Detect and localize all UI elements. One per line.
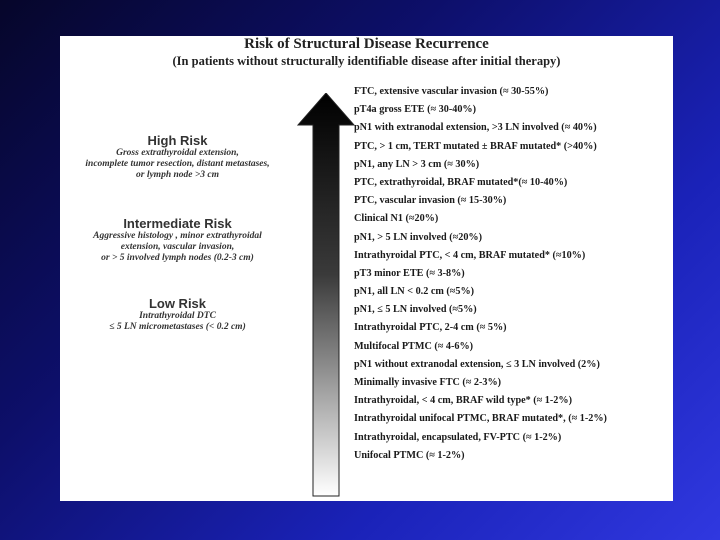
category-name: Intermediate Risk xyxy=(123,216,232,231)
list-item: Intrathyroidal, < 4 cm, BRAF wild type* (≈ 1-2%) xyxy=(354,395,572,407)
category-desc-line: ≤ 5 LN micrometastases (< 0.2 cm) xyxy=(109,322,246,332)
list-item: pN1, all LN < 0.2 cm (≈5%) xyxy=(354,286,475,298)
arrow-shape xyxy=(298,93,354,496)
list-item: pN1 without extranodal extension, ≤ 3 LN involved (2%) xyxy=(354,358,600,370)
list-item: Minimally invasive FTC (≈ 2-3%) xyxy=(354,377,502,388)
category-desc-line: or lymph node >3 cm xyxy=(136,170,219,180)
category-desc-line: Intrathyroidal DTC xyxy=(139,311,216,321)
category-desc-line: Gross extrathyroidal extension, xyxy=(116,148,239,158)
list-item: pN1, ≤ 5 LN involved (≈5%) xyxy=(354,304,477,316)
high-risk-block xyxy=(60,133,295,181)
list-item: Unifocal PTMC (≈ 1-2%) xyxy=(354,449,465,461)
category-desc-line: or > 5 involved lymph nodes (0.2-3 cm) xyxy=(101,253,254,263)
list-item: Clinical N1 (≈20%) xyxy=(354,213,439,225)
list-item: FTC, extensive vascular invasion (≈ 30-55%) xyxy=(354,86,549,97)
list-item: PTC, vascular invasion (≈ 15-30%) xyxy=(354,195,507,207)
slide-subtitle: (In patients without structurally identifiable disease after initial therapy) xyxy=(172,54,561,68)
list-item: Intrathyroidal, encapsulated, FV-PTC (≈ 1-2%) xyxy=(354,431,562,443)
list-item: pN1 with extranodal extension, >3 LN involved (≈ 40%) xyxy=(354,122,597,134)
list-item: pN1, any LN > 3 cm (≈ 30%) xyxy=(354,158,480,170)
list-item: pT3 minor ETE (≈ 3-8%) xyxy=(354,267,465,279)
category-name: High Risk xyxy=(147,133,208,148)
list-item: Intrathyroidal unifocal PTMC, BRAF mutated*, (≈ 1-2%) xyxy=(354,413,607,425)
low-risk-block xyxy=(60,296,295,333)
risk-factor-list xyxy=(354,83,672,465)
list-item: PTC, > 1 cm, TERT mutated ± BRAF mutated* (>40%) xyxy=(354,140,597,152)
slide-title: Risk of Structural Disease Recurrence xyxy=(244,36,489,52)
list-item: pN1, > 5 LN involved (≈20%) xyxy=(354,231,482,243)
category-desc-line: Aggressive histology , minor extrathyroidal xyxy=(93,231,262,241)
intermediate-risk-block xyxy=(60,216,295,264)
list-item: pT4a gross ETE (≈ 30-40%) xyxy=(354,104,477,116)
list-item: Intrathyroidal PTC, < 4 cm, BRAF mutated* (≈10%) xyxy=(354,249,586,261)
list-item: Intrathyroidal PTC, 2-4 cm (≈ 5%) xyxy=(354,322,507,334)
list-item: PTC, extrathyroidal, BRAF mutated*(≈ 10-40%) xyxy=(354,176,568,188)
risk-gradient-arrow xyxy=(297,93,355,497)
category-desc-line: incomplete tumor resection, distant metastases, xyxy=(85,159,270,169)
category-desc-line: extension, vascular invasion, xyxy=(120,242,235,252)
slide-panel xyxy=(60,36,673,501)
list-item: Multifocal PTMC (≈ 4-6%) xyxy=(354,340,474,352)
category-name: Low Risk xyxy=(148,296,207,311)
